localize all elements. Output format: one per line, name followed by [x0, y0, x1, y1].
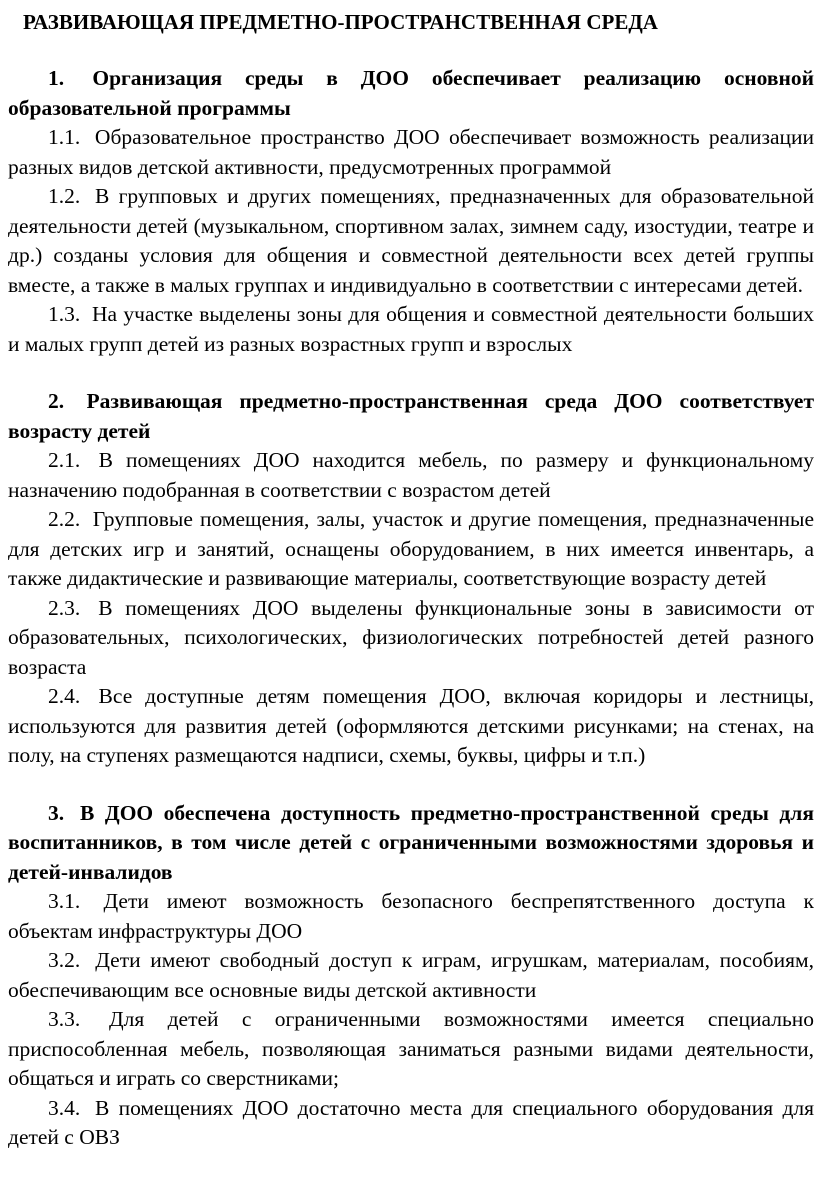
item-text: В помещениях ДОО достаточно места для специального оборудования для детей с ОВЗ — [8, 1095, 815, 1149]
list-item — [8, 682, 814, 771]
section-heading — [8, 387, 814, 446]
item-number: 1.2. — [48, 184, 81, 208]
list-item — [8, 887, 814, 946]
item-text: В помещениях ДОО выделены функциональные зоны в зависимости от образовательных, психологических, физиологических потребностей детей разного возраста — [8, 595, 815, 679]
section-number: 2. — [48, 389, 65, 413]
item-number: 2.1. — [48, 448, 81, 472]
section-heading — [8, 64, 814, 123]
list-item — [8, 505, 814, 594]
item-number: 3.3. — [48, 1007, 81, 1031]
list-item — [8, 946, 814, 1005]
list-item — [8, 182, 814, 300]
section-heading-text: Организация среды в ДОО обеспечивает реализацию основной образовательной программы — [8, 66, 814, 120]
item-number: 1.3. — [48, 302, 81, 326]
list-item — [8, 1094, 814, 1153]
item-text: Дети имеют возможность безопасного беспрепятственного доступа к объектам инфраструктуры ДОО — [8, 889, 814, 943]
list-item — [8, 1005, 814, 1094]
section-3 — [8, 799, 814, 1153]
item-number: 3.2. — [48, 948, 81, 972]
list-item — [8, 594, 814, 683]
section-heading — [8, 799, 814, 888]
item-number: 3.4. — [48, 1095, 81, 1120]
document-title: РАЗВИВАЮЩАЯ ПРЕДМЕТНО-ПРОСТРАНСТВЕННАЯ СРЕДА — [23, 10, 658, 34]
item-text: Образовательное пространство ДОО обеспечивает возможность реализации разных видов детской активности, предусмотренных программой — [8, 125, 815, 179]
section-number: 3. — [48, 800, 65, 825]
item-number: 1.1. — [48, 125, 81, 149]
item-number: 2.3. — [48, 595, 81, 620]
item-text: Групповые помещения, залы, участок и другие помещения, предназначенные для детских игр и занятий, оснащены оборудованием, в них имеется инвентарь, а также дидактические и развивающие материалы, соответствующие возрасту детей — [8, 507, 815, 590]
section-2 — [8, 387, 814, 771]
item-text: В групповых и других помещениях, предназначенных для образовательной деятельности детей (музыкальном, спортивном залах, зимнем саду, изостудии, театре и др.) созданы условия для общения и совместной деятельности всех детей группы вместе, а также в малых группах и индивидуально в соответствии с интересами детей. — [8, 184, 814, 297]
section-1 — [8, 64, 814, 359]
item-text: Дети имеют свободный доступ к играм, игрушкам, материалам, пособиям, обеспечивающим все основные виды детской активности — [8, 948, 814, 1002]
item-text: Все доступные детям помещения ДОО, включая коридоры и лестницы, используются для развития детей (оформляются детскими рисунками; на стенах, на полу, на ступенях размещаются надписи, схемы, буквы, цифры и т.п.) — [8, 684, 814, 767]
item-number: 2.4. — [48, 684, 81, 708]
list-item — [8, 123, 814, 182]
section-heading-text: В ДОО обеспечена доступность предметно-пространственной среды для воспитанников, в том числе детей с ограниченными возможностями здоровья и детей-инвалидов — [8, 800, 814, 884]
item-number: 2.2. — [48, 507, 81, 531]
item-text: В помещениях ДОО находится мебель, по размеру и функциональному назначению подобранная в соответствии с возрастом детей — [8, 448, 814, 502]
section-heading-text: Развивающая предметно-пространственная среда ДОО соответствует возрасту детей — [8, 389, 815, 443]
item-text: Для детей с ограниченными возможностями имеется специально приспособленная мебель, позволяющая заниматься разными видами деятельности, общаться и играть со сверстниками; — [8, 1007, 815, 1090]
document-page — [8, 0, 814, 1153]
list-item — [8, 300, 814, 359]
item-text: На участке выделены зоны для общения и совместной деятельности больших и малых групп детей из разных возрастных групп и взрослых — [8, 302, 814, 356]
list-item — [8, 446, 814, 505]
section-number: 1. — [48, 66, 65, 90]
item-number: 3.1. — [48, 889, 81, 913]
